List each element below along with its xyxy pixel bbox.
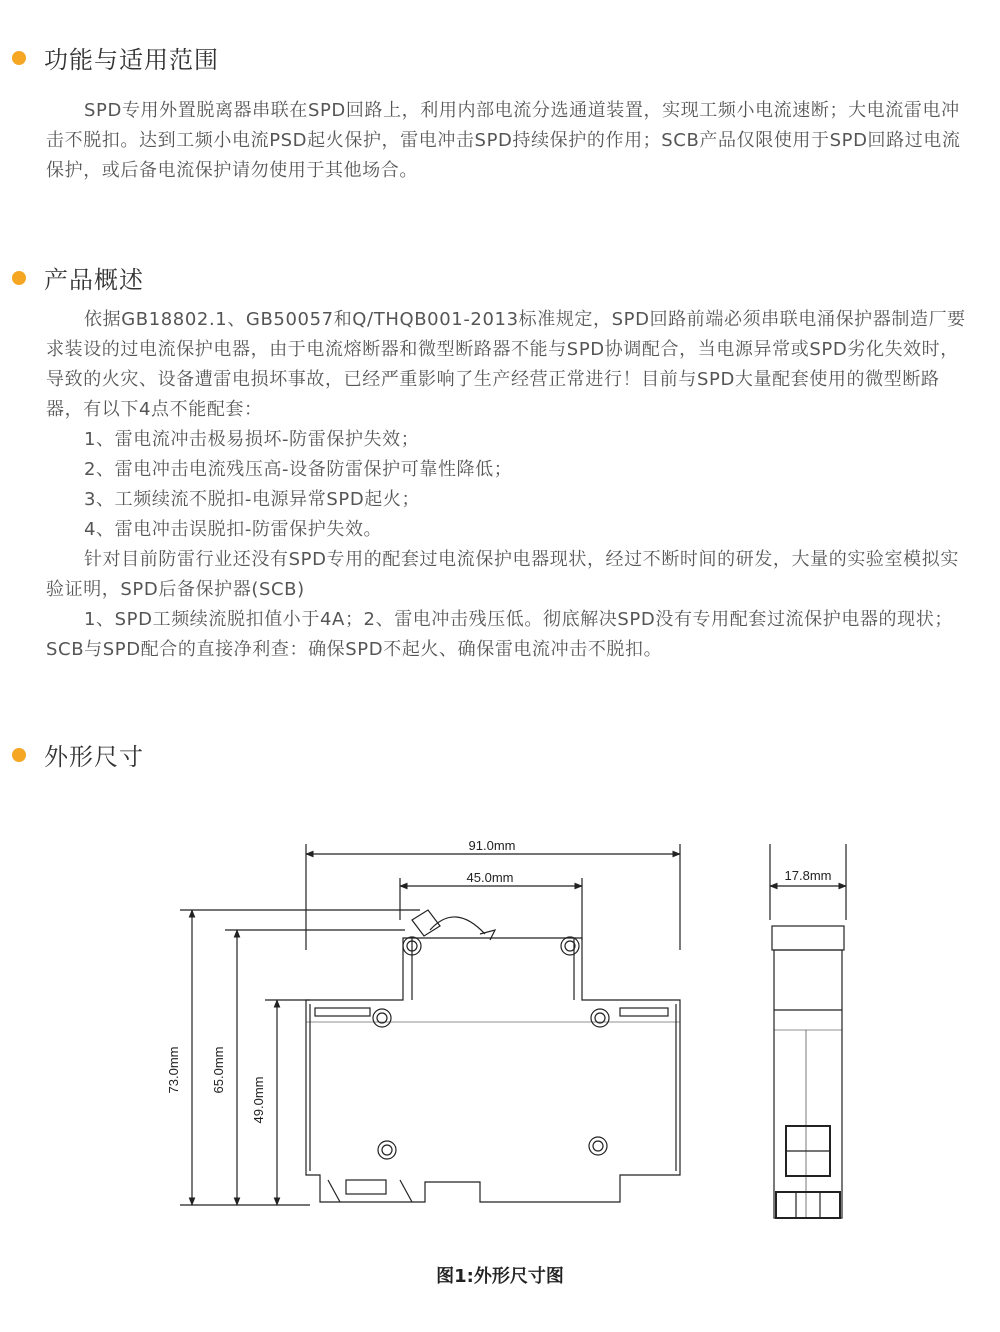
dim-height-low: 49.0mm [251,1076,266,1124]
section-title: 产品概述 [44,266,144,294]
list-item: 2、雷电冲击电流残压高-设备防雷保护可靠性降低； [84,459,513,480]
bullet-dot-icon [12,748,26,762]
section-head-overview [12,260,144,295]
list-item: 3、工频续流不脱扣-电源异常SPD起火； [84,489,421,510]
figure-caption: 图1:外形尺寸图 [436,1266,564,1287]
list-item: 4、雷电冲击误脱扣-防雷保护失效。 [84,519,383,540]
paragraph: 针对目前防雷行业还没有SPD专用的配套过电流保护电器现状，经过不断时间的研发，大量的实验室模拟实验证明，SPD后备保护器(SCB) [46,549,959,600]
overview-text [46,305,974,665]
function-text [46,96,974,186]
paragraph: 依据GB18802.1、GB50057和Q/THQB001-2013标准规定，SPD回路前端必须串联电涌保护器制造厂要求装设的过电流保护电器，由于电流熔断器和微型断路器不能与SPD协调配合，当电源异常或SPD劣化失效时，导致的火灾、设备遭雷电损坏事故，已经严重影响了生产经营正常进行！目前与SPD大量配套使用的微型断路器，有以下4点不能配套： [46,309,966,420]
section-head-dimensions [12,737,144,772]
paragraph: 1、SPD工频续流脱扣值小于4A；2、雷电冲击残压低。彻底解决SPD没有专用配套过流保护电器的现状；SCB与SPD配合的直接净利查：确保SPD不起火、确保雷电流冲击不脱扣。 [46,609,953,660]
dim-width-half: 45.0mm [466,870,514,885]
dim-height-mid: 65.0mm [211,1046,226,1094]
dim-depth: 17.8mm [784,868,832,883]
paragraph: SPD专用外置脱离器串联在SPD回路上，利用内部电流分选通道装置，实现工频小电流速断；大电流雷电冲击不脱扣。达到工频小电流PSD起火保护，雷电冲击SPD持续保护的作用；SCB产品仅限使用于SPD回路过电流保护，或后备电流保护请勿使用于其他场合。 [46,100,961,181]
dimension-drawing [150,830,870,1230]
section-title: 功能与适用范围 [44,46,219,74]
bullet-dot-icon [12,271,26,285]
section-head-function [12,40,219,75]
section-title: 外形尺寸 [44,743,144,771]
list-item: 1、雷电流冲击极易损坏-防雷保护失效； [84,429,420,450]
bullet-dot-icon [12,51,26,65]
dim-width-total: 91.0mm [468,838,516,853]
dim-height-total: 73.0mm [166,1046,181,1094]
